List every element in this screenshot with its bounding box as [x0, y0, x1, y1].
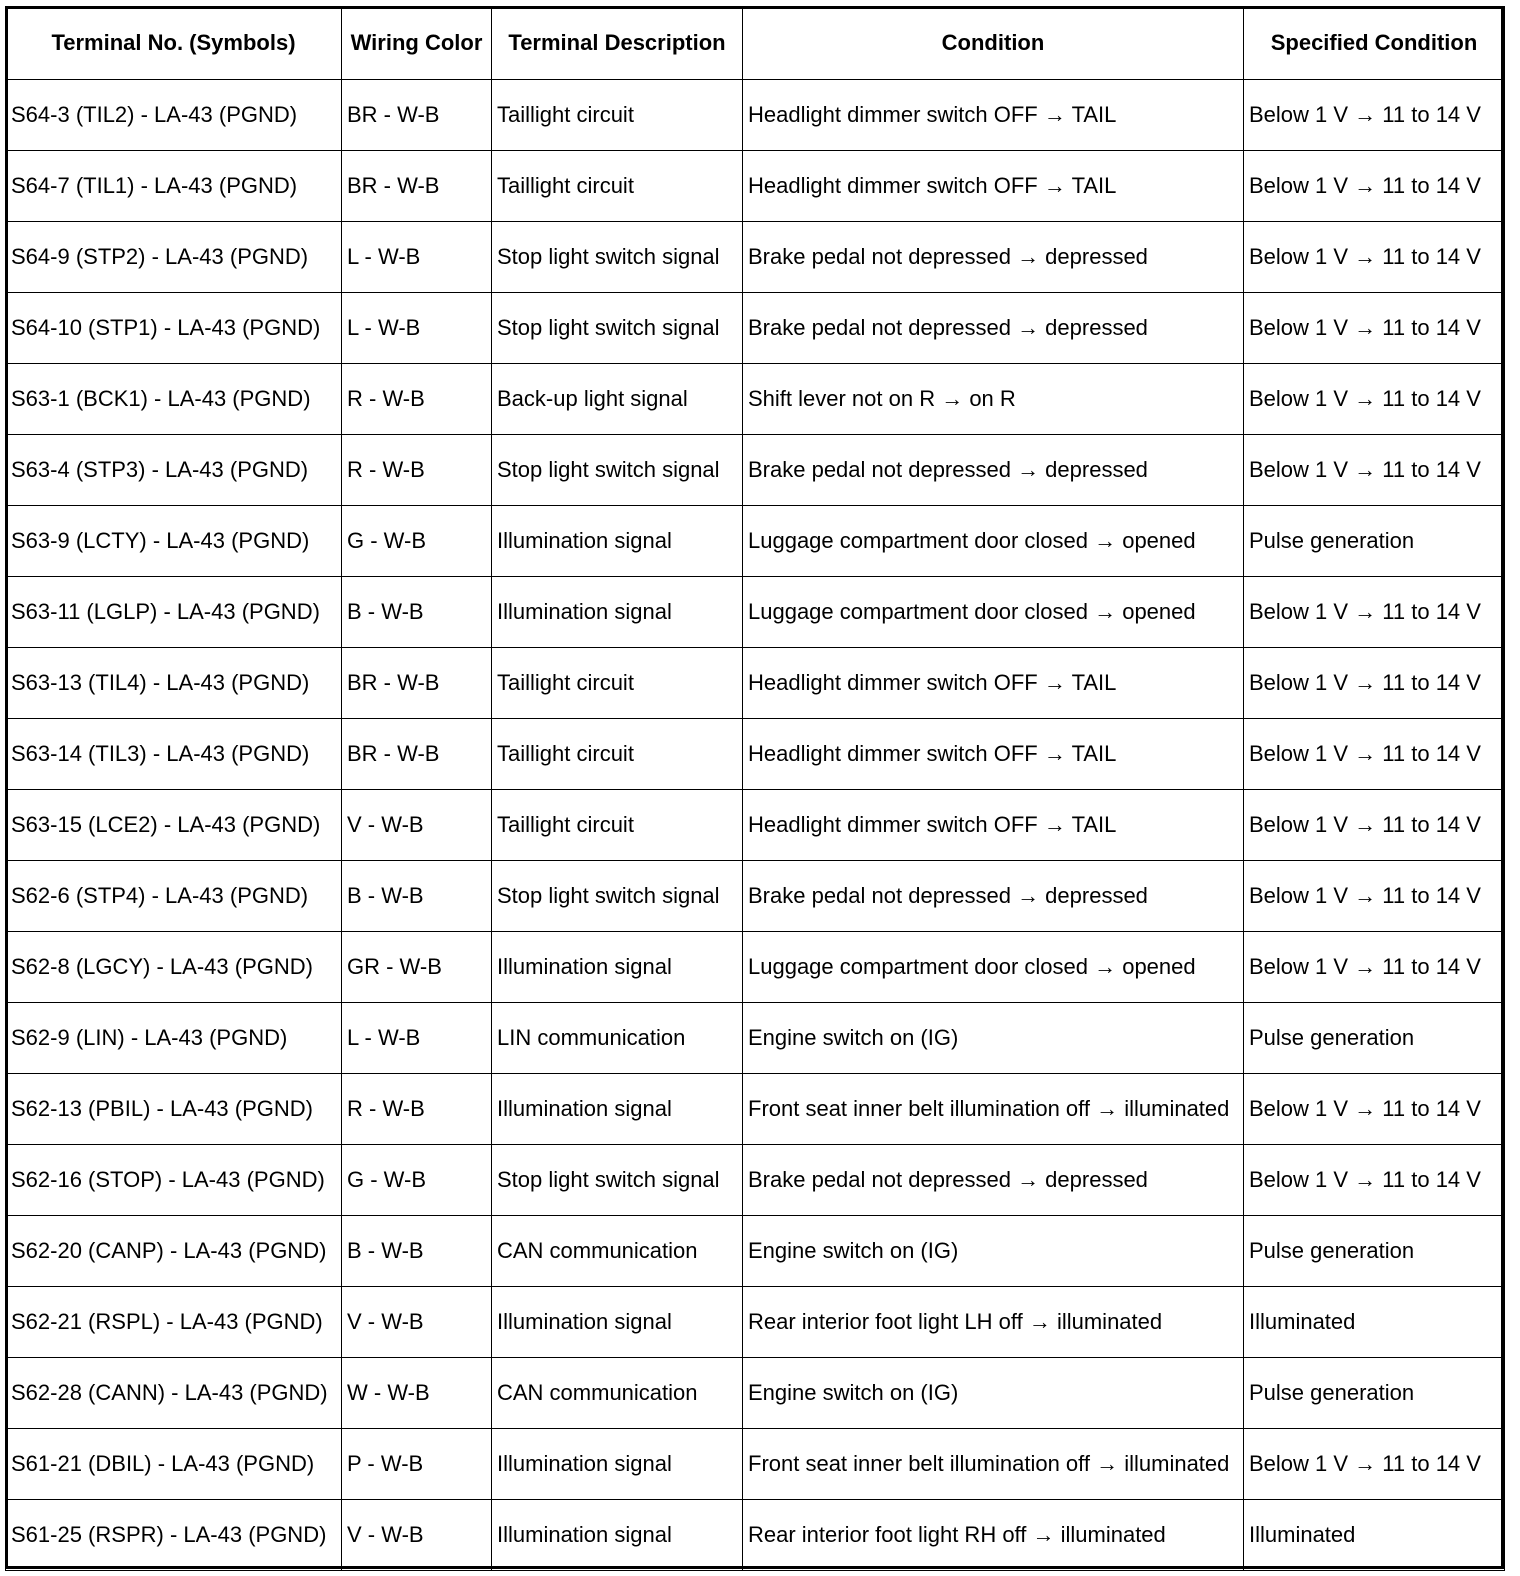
cell-terminal-description: Illumination signal [492, 506, 743, 577]
cell-terminal-description: Illumination signal [492, 1074, 743, 1145]
cell-wiring-color: V - W-B [342, 1500, 492, 1571]
cell-wiring-color: B - W-B [342, 577, 492, 648]
cell-specified-condition: Below 1 V → 11 to 14 V [1244, 151, 1505, 222]
cell-wiring-color: L - W-B [342, 1003, 492, 1074]
cell-wiring-color: L - W-B [342, 222, 492, 293]
cell-terminal-description: Back-up light signal [492, 364, 743, 435]
cell-terminal-description: Illumination signal [492, 932, 743, 1003]
cell-specified-condition: Pulse generation [1244, 1003, 1505, 1074]
cell-terminal-description: Stop light switch signal [492, 861, 743, 932]
cell-wiring-color: R - W-B [342, 1074, 492, 1145]
cell-condition: Headlight dimmer switch OFF → TAIL [743, 80, 1244, 151]
cell-terminal-no: S62-13 (PBIL) - LA-43 (PGND) [6, 1074, 342, 1145]
cell-wiring-color: G - W-B [342, 506, 492, 577]
cell-specified-condition: Pulse generation [1244, 1216, 1505, 1287]
cell-wiring-color: V - W-B [342, 1287, 492, 1358]
cell-wiring-color: V - W-B [342, 790, 492, 861]
table-outer-border [5, 6, 1504, 1569]
cell-condition: Luggage compartment door closed → opened [743, 932, 1244, 1003]
cell-specified-condition: Below 1 V → 11 to 14 V [1244, 1074, 1505, 1145]
cell-specified-condition: Illuminated [1244, 1500, 1505, 1571]
cell-terminal-no: S64-9 (STP2) - LA-43 (PGND) [6, 222, 342, 293]
cell-condition: Brake pedal not depressed → depressed [743, 861, 1244, 932]
cell-specified-condition: Pulse generation [1244, 1358, 1505, 1429]
cell-terminal-no: S64-10 (STP1) - LA-43 (PGND) [6, 293, 342, 364]
cell-terminal-no: S63-14 (TIL3) - LA-43 (PGND) [6, 719, 342, 790]
cell-terminal-no: S63-13 (TIL4) - LA-43 (PGND) [6, 648, 342, 719]
cell-terminal-no: S64-3 (TIL2) - LA-43 (PGND) [6, 80, 342, 151]
cell-specified-condition: Below 1 V → 11 to 14 V [1244, 932, 1505, 1003]
cell-terminal-no: S62-8 (LGCY) - LA-43 (PGND) [6, 932, 342, 1003]
cell-wiring-color: BR - W-B [342, 151, 492, 222]
cell-terminal-no: S62-28 (CANN) - LA-43 (PGND) [6, 1358, 342, 1429]
cell-terminal-no: S63-4 (STP3) - LA-43 (PGND) [6, 435, 342, 506]
cell-specified-condition: Below 1 V → 11 to 14 V [1244, 1145, 1505, 1216]
cell-terminal-description: Taillight circuit [492, 151, 743, 222]
cell-condition: Luggage compartment door closed → opened [743, 577, 1244, 648]
cell-condition: Shift lever not on R → on R [743, 364, 1244, 435]
cell-condition: Front seat inner belt illumination off → illuminated [743, 1074, 1244, 1145]
cell-specified-condition: Below 1 V → 11 to 14 V [1244, 648, 1505, 719]
cell-wiring-color: B - W-B [342, 861, 492, 932]
cell-terminal-description: CAN communication [492, 1358, 743, 1429]
cell-terminal-no: S62-6 (STP4) - LA-43 (PGND) [6, 861, 342, 932]
cell-specified-condition: Below 1 V → 11 to 14 V [1244, 577, 1505, 648]
cell-terminal-description: Taillight circuit [492, 719, 743, 790]
cell-condition: Headlight dimmer switch OFF → TAIL [743, 790, 1244, 861]
cell-condition: Headlight dimmer switch OFF → TAIL [743, 648, 1244, 719]
cell-condition: Brake pedal not depressed → depressed [743, 222, 1244, 293]
header-condition: Condition [743, 7, 1244, 80]
cell-terminal-description: Illumination signal [492, 577, 743, 648]
cell-terminal-no: S62-21 (RSPL) - LA-43 (PGND) [6, 1287, 342, 1358]
cell-terminal-description: Illumination signal [492, 1429, 743, 1500]
cell-wiring-color: B - W-B [342, 1216, 492, 1287]
cell-terminal-no: S62-20 (CANP) - LA-43 (PGND) [6, 1216, 342, 1287]
cell-terminal-description: LIN communication [492, 1003, 743, 1074]
cell-wiring-color: G - W-B [342, 1145, 492, 1216]
cell-condition: Engine switch on (IG) [743, 1003, 1244, 1074]
cell-terminal-description: Stop light switch signal [492, 293, 743, 364]
cell-terminal-description: Taillight circuit [492, 790, 743, 861]
cell-specified-condition: Below 1 V → 11 to 14 V [1244, 1429, 1505, 1500]
cell-terminal-no: S63-1 (BCK1) - LA-43 (PGND) [6, 364, 342, 435]
cell-terminal-no: S63-11 (LGLP) - LA-43 (PGND) [6, 577, 342, 648]
cell-condition: Front seat inner belt illumination off → illuminated [743, 1429, 1244, 1500]
cell-condition: Brake pedal not depressed → depressed [743, 1145, 1244, 1216]
cell-terminal-description: Illumination signal [492, 1287, 743, 1358]
cell-wiring-color: BR - W-B [342, 719, 492, 790]
cell-terminal-no: S62-9 (LIN) - LA-43 (PGND) [6, 1003, 342, 1074]
cell-wiring-color: R - W-B [342, 364, 492, 435]
cell-specified-condition: Below 1 V → 11 to 14 V [1244, 435, 1505, 506]
cell-terminal-description: Stop light switch signal [492, 222, 743, 293]
cell-terminal-no: S61-25 (RSPR) - LA-43 (PGND) [6, 1500, 342, 1571]
header-specified-condition: Specified Condition [1244, 7, 1505, 80]
cell-specified-condition: Below 1 V → 11 to 14 V [1244, 222, 1505, 293]
cell-wiring-color: BR - W-B [342, 80, 492, 151]
cell-specified-condition: Pulse generation [1244, 506, 1505, 577]
cell-terminal-no: S61-21 (DBIL) - LA-43 (PGND) [6, 1429, 342, 1500]
cell-specified-condition: Below 1 V → 11 to 14 V [1244, 293, 1505, 364]
cell-terminal-no: S62-16 (STOP) - LA-43 (PGND) [6, 1145, 342, 1216]
cell-specified-condition: Below 1 V → 11 to 14 V [1244, 364, 1505, 435]
cell-condition: Rear interior foot light RH off → illuminated [743, 1500, 1244, 1571]
cell-terminal-description: Taillight circuit [492, 648, 743, 719]
header-terminal-no: Terminal No. (Symbols) [6, 7, 342, 80]
cell-specified-condition: Illuminated [1244, 1287, 1505, 1358]
cell-terminal-description: Taillight circuit [492, 80, 743, 151]
cell-wiring-color: BR - W-B [342, 648, 492, 719]
cell-wiring-color: W - W-B [342, 1358, 492, 1429]
cell-wiring-color: P - W-B [342, 1429, 492, 1500]
cell-condition: Rear interior foot light LH off → illuminated [743, 1287, 1244, 1358]
cell-condition: Engine switch on (IG) [743, 1358, 1244, 1429]
cell-specified-condition: Below 1 V → 11 to 14 V [1244, 719, 1505, 790]
cell-terminal-description: Stop light switch signal [492, 435, 743, 506]
cell-terminal-no: S63-15 (LCE2) - LA-43 (PGND) [6, 790, 342, 861]
header-wiring-color: Wiring Color [342, 7, 492, 80]
cell-condition: Engine switch on (IG) [743, 1216, 1244, 1287]
cell-wiring-color: R - W-B [342, 435, 492, 506]
cell-condition: Headlight dimmer switch OFF → TAIL [743, 151, 1244, 222]
cell-wiring-color: L - W-B [342, 293, 492, 364]
cell-condition: Brake pedal not depressed → depressed [743, 293, 1244, 364]
cell-terminal-description: CAN communication [492, 1216, 743, 1287]
cell-terminal-no: S64-7 (TIL1) - LA-43 (PGND) [6, 151, 342, 222]
cell-terminal-description: Stop light switch signal [492, 1145, 743, 1216]
cell-terminal-description: Illumination signal [492, 1500, 743, 1571]
cell-condition: Brake pedal not depressed → depressed [743, 435, 1244, 506]
cell-terminal-no: S63-9 (LCTY) - LA-43 (PGND) [6, 506, 342, 577]
cell-condition: Luggage compartment door closed → opened [743, 506, 1244, 577]
cell-specified-condition: Below 1 V → 11 to 14 V [1244, 80, 1505, 151]
header-terminal-description: Terminal Description [492, 7, 743, 80]
cell-specified-condition: Below 1 V → 11 to 14 V [1244, 861, 1505, 932]
cell-condition: Headlight dimmer switch OFF → TAIL [743, 719, 1244, 790]
cell-specified-condition: Below 1 V → 11 to 14 V [1244, 790, 1505, 861]
cell-wiring-color: GR - W-B [342, 932, 492, 1003]
